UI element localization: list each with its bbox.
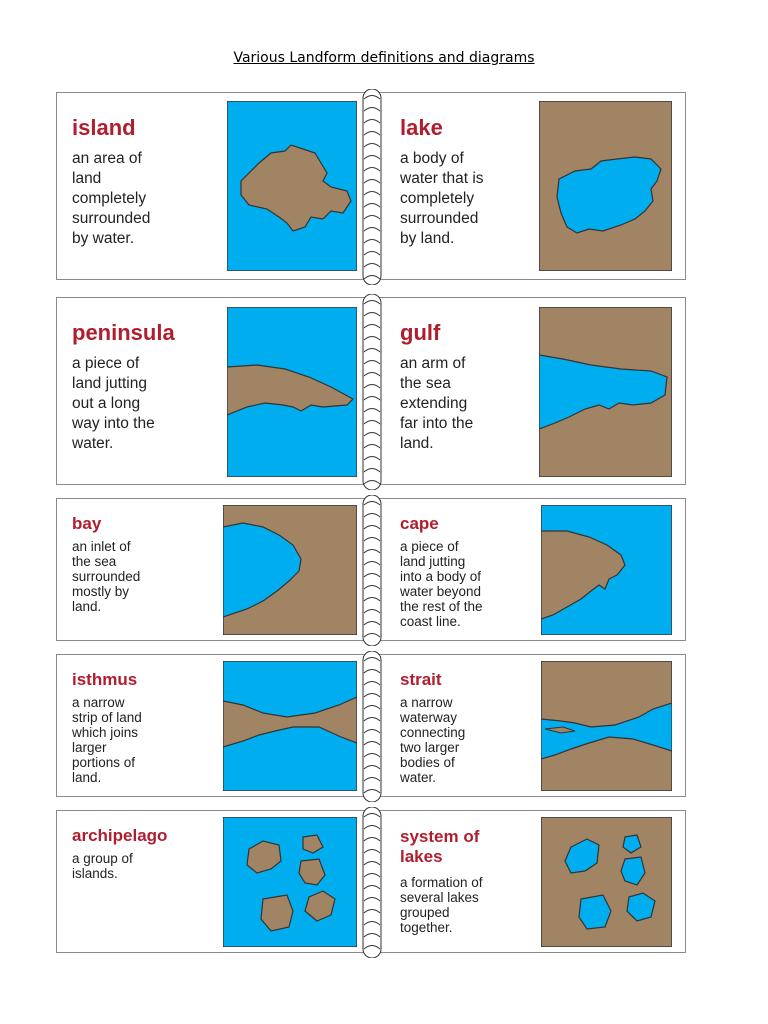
term-description: an arm of the sea extending far into the land. — [400, 355, 474, 452]
page-title: Various Landform definitions and diagrams — [233, 50, 535, 66]
term-description: an inlet of the sea surrounded mostly by land. — [72, 539, 141, 614]
landform-card-archipelago — [57, 811, 371, 952]
spiral-binding — [361, 807, 383, 958]
landform-card-strait — [372, 655, 686, 796]
landform-card-gulf — [372, 298, 686, 484]
term-description: a body of water that is completely surrounded by land. — [400, 150, 484, 247]
landform-card-row-1 — [56, 92, 686, 280]
term-label: system of lakes — [400, 827, 480, 866]
landform-card-cape — [372, 499, 686, 640]
term-label: cape — [400, 514, 439, 533]
gulf-diagram — [539, 307, 672, 477]
landform-card-lake — [372, 93, 686, 279]
landform-card-island — [57, 93, 371, 279]
term-description: a piece of land jutting into a body of water beyond the rest of the coast line. — [400, 539, 483, 629]
term-description: a piece of land jutting out a long way into the water. — [72, 355, 155, 452]
landform-card-peninsula — [57, 298, 371, 484]
term-description: a narrow waterway connecting two larger bodies of water. — [400, 695, 466, 785]
peninsula-diagram — [227, 307, 357, 477]
landform-card-bay — [57, 499, 371, 640]
island-diagram — [227, 101, 357, 271]
term-label: peninsula — [72, 320, 175, 345]
system-of-lakes-diagram — [541, 817, 672, 947]
spiral-binding — [361, 495, 383, 646]
landform-card-row-2 — [56, 297, 686, 485]
landform-card-system-of-lakes — [372, 811, 686, 952]
term-description: a group of islands. — [72, 851, 133, 881]
bay-diagram — [223, 505, 357, 635]
landform-card-row-3 — [56, 498, 686, 641]
lake-diagram — [539, 101, 672, 271]
term-label: bay — [72, 514, 102, 533]
term-description: a formation of several lakes grouped together. — [400, 875, 483, 935]
spiral-binding — [361, 651, 383, 802]
landform-card-isthmus — [57, 655, 371, 796]
cape-diagram — [541, 505, 672, 635]
spiral-binding — [361, 294, 383, 490]
term-label: lake — [400, 115, 443, 140]
term-label: island — [72, 115, 136, 140]
landform-card-row-4 — [56, 654, 686, 797]
spiral-binding — [361, 89, 383, 285]
term-label: strait — [400, 670, 442, 689]
landform-card-row-5 — [56, 810, 686, 953]
term-label: isthmus — [72, 670, 138, 689]
strait-diagram — [541, 661, 672, 791]
term-description: a narrow strip of land which joins larger portions of land. — [72, 695, 142, 785]
term-description: an area of land completely surrounded by water. — [72, 150, 151, 247]
isthmus-diagram — [223, 661, 357, 791]
archipelago-diagram — [223, 817, 357, 947]
term-label: gulf — [400, 320, 441, 345]
term-label: archipelago — [72, 826, 168, 845]
